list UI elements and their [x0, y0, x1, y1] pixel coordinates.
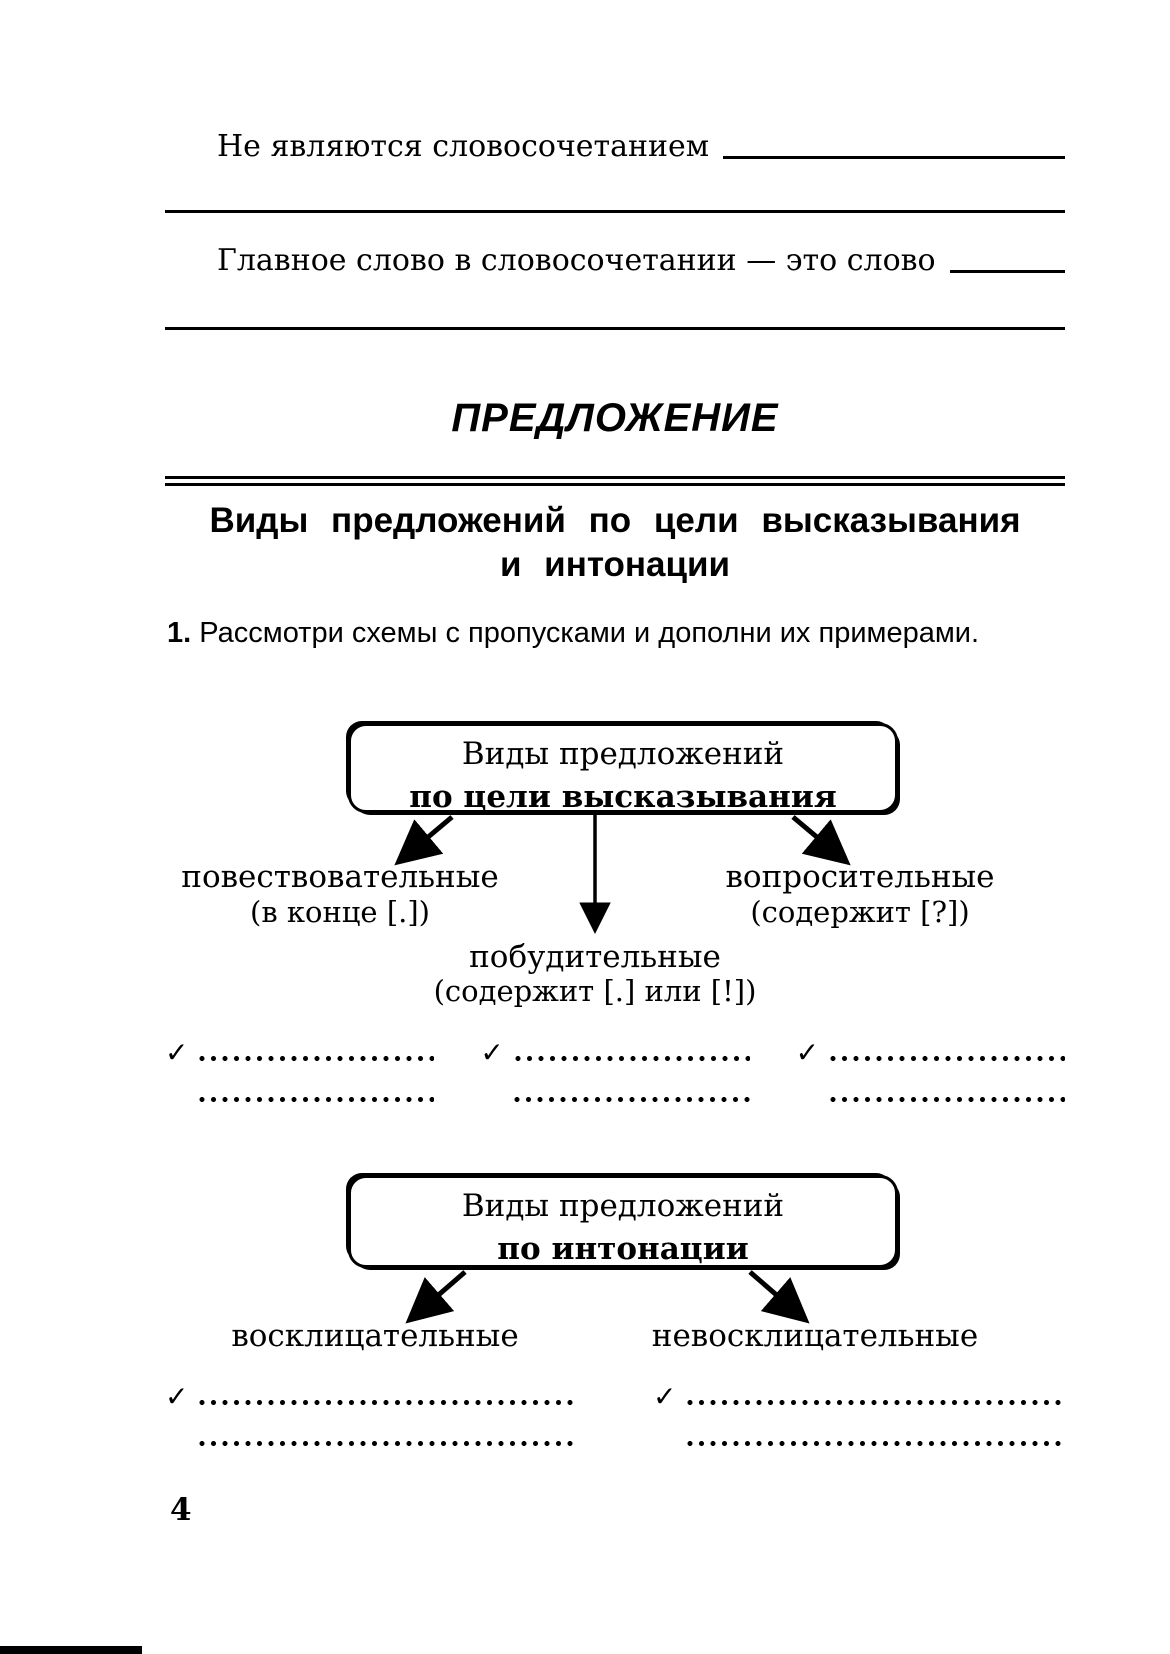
- scheme-box-goal-line-1: Виды предложений: [461, 736, 785, 772]
- branch-imperative-name: побудительные: [469, 939, 721, 975]
- branch-declarative-name: повествовательные: [181, 859, 499, 895]
- dotted-answer-line[interactable]: [199, 1440, 577, 1447]
- scheme-box-goal-line-2: по цели высказывания: [409, 778, 837, 815]
- dotted-answer-line[interactable]: [199, 1055, 434, 1062]
- answer-cell: [165, 1440, 577, 1449]
- branch-interrogative-detail: (содержит [?]): [750, 895, 970, 929]
- goal-answers-row-2: [165, 1096, 1065, 1105]
- answer-cell: [795, 1036, 1065, 1069]
- answer-cell: [480, 1036, 749, 1069]
- arrow-to-exclamatory: [413, 1272, 465, 1317]
- scheme-box-intonation-line-1: Виды предложений: [461, 1188, 785, 1224]
- answer-cell: [165, 1036, 434, 1069]
- chapter-heading-line-1: Виды предложений по цели высказывания: [209, 501, 1021, 540]
- arrow-to-non-exclamatory: [750, 1272, 802, 1317]
- branch-declarative-detail: (в конце [.]): [250, 895, 430, 929]
- answer-cell: [480, 1096, 749, 1105]
- scheme-box-goal: [348, 723, 898, 813]
- branch-imperative-detail: (содержит [.] или [!]): [433, 974, 757, 1008]
- scheme-by-goal: [165, 687, 1065, 1140]
- double-rule: [165, 476, 1065, 486]
- dotted-answer-line[interactable]: [514, 1096, 749, 1103]
- answer-rule-line[interactable]: [165, 210, 1065, 213]
- dotted-answer-line[interactable]: [830, 1096, 1065, 1103]
- arrow-to-interrogative: [793, 817, 843, 859]
- fill-in-row-2: [165, 244, 1065, 277]
- branch-non-exclamatory-name: невосклицательные: [651, 1318, 979, 1354]
- answer-cell: [796, 1096, 1065, 1105]
- scheme-box-intonation-line-2: по интонации: [497, 1230, 749, 1267]
- check-icon: ✓: [795, 1036, 820, 1069]
- scheme-by-intonation: [165, 1140, 1065, 1470]
- dotted-answer-line[interactable]: [687, 1440, 1065, 1447]
- check-icon: ✓: [480, 1036, 504, 1069]
- dotted-answer-line[interactable]: [199, 1096, 434, 1103]
- fill-in-label-1: Не являются словосочетанием: [217, 129, 710, 164]
- answer-cell: [653, 1380, 1065, 1413]
- task-number: 1.: [167, 617, 192, 649]
- task-line: [167, 617, 1065, 650]
- check-icon: ✓: [653, 1380, 677, 1413]
- fill-in-label-2: Главное слово в словосочетании — это слово: [217, 243, 936, 278]
- chapter-heading: [165, 499, 1065, 587]
- branch-exclamatory-name: восклицательные: [231, 1318, 519, 1354]
- task-text: Рассмотри схемы с пропусками и дополни их примерами.: [199, 617, 980, 649]
- branch-interrogative-name: вопросительные: [725, 859, 995, 895]
- fill-in-row-1: [165, 130, 1065, 163]
- section-title: ПРЕДЛОЖЕНИЕ: [451, 396, 779, 440]
- answer-cell: [653, 1440, 1065, 1449]
- answer-rule-line[interactable]: [165, 327, 1065, 330]
- dotted-answer-line[interactable]: [199, 1399, 577, 1406]
- intonation-answers-row-2: [165, 1440, 1065, 1449]
- page-number: 4: [170, 1492, 192, 1528]
- check-icon: ✓: [165, 1380, 189, 1413]
- arrow-to-declarative: [402, 817, 452, 859]
- scan-artifact-bar: [0, 1646, 142, 1654]
- answer-blank-line[interactable]: [950, 269, 1065, 273]
- page-content: [165, 0, 1065, 1654]
- scheme-box-intonation: [348, 1175, 898, 1268]
- goal-answers-row-1: [165, 1036, 1065, 1069]
- dotted-answer-line[interactable]: [687, 1399, 1065, 1406]
- answer-cell: [165, 1380, 577, 1413]
- answer-cell: [165, 1096, 434, 1105]
- chapter-heading-line-2: и интонации: [499, 545, 731, 585]
- dotted-answer-line[interactable]: [515, 1055, 750, 1062]
- dotted-answer-line[interactable]: [830, 1055, 1065, 1062]
- answer-blank-line[interactable]: [723, 155, 1065, 159]
- check-icon: ✓: [165, 1036, 189, 1069]
- intonation-answers-row-1: [165, 1380, 1065, 1413]
